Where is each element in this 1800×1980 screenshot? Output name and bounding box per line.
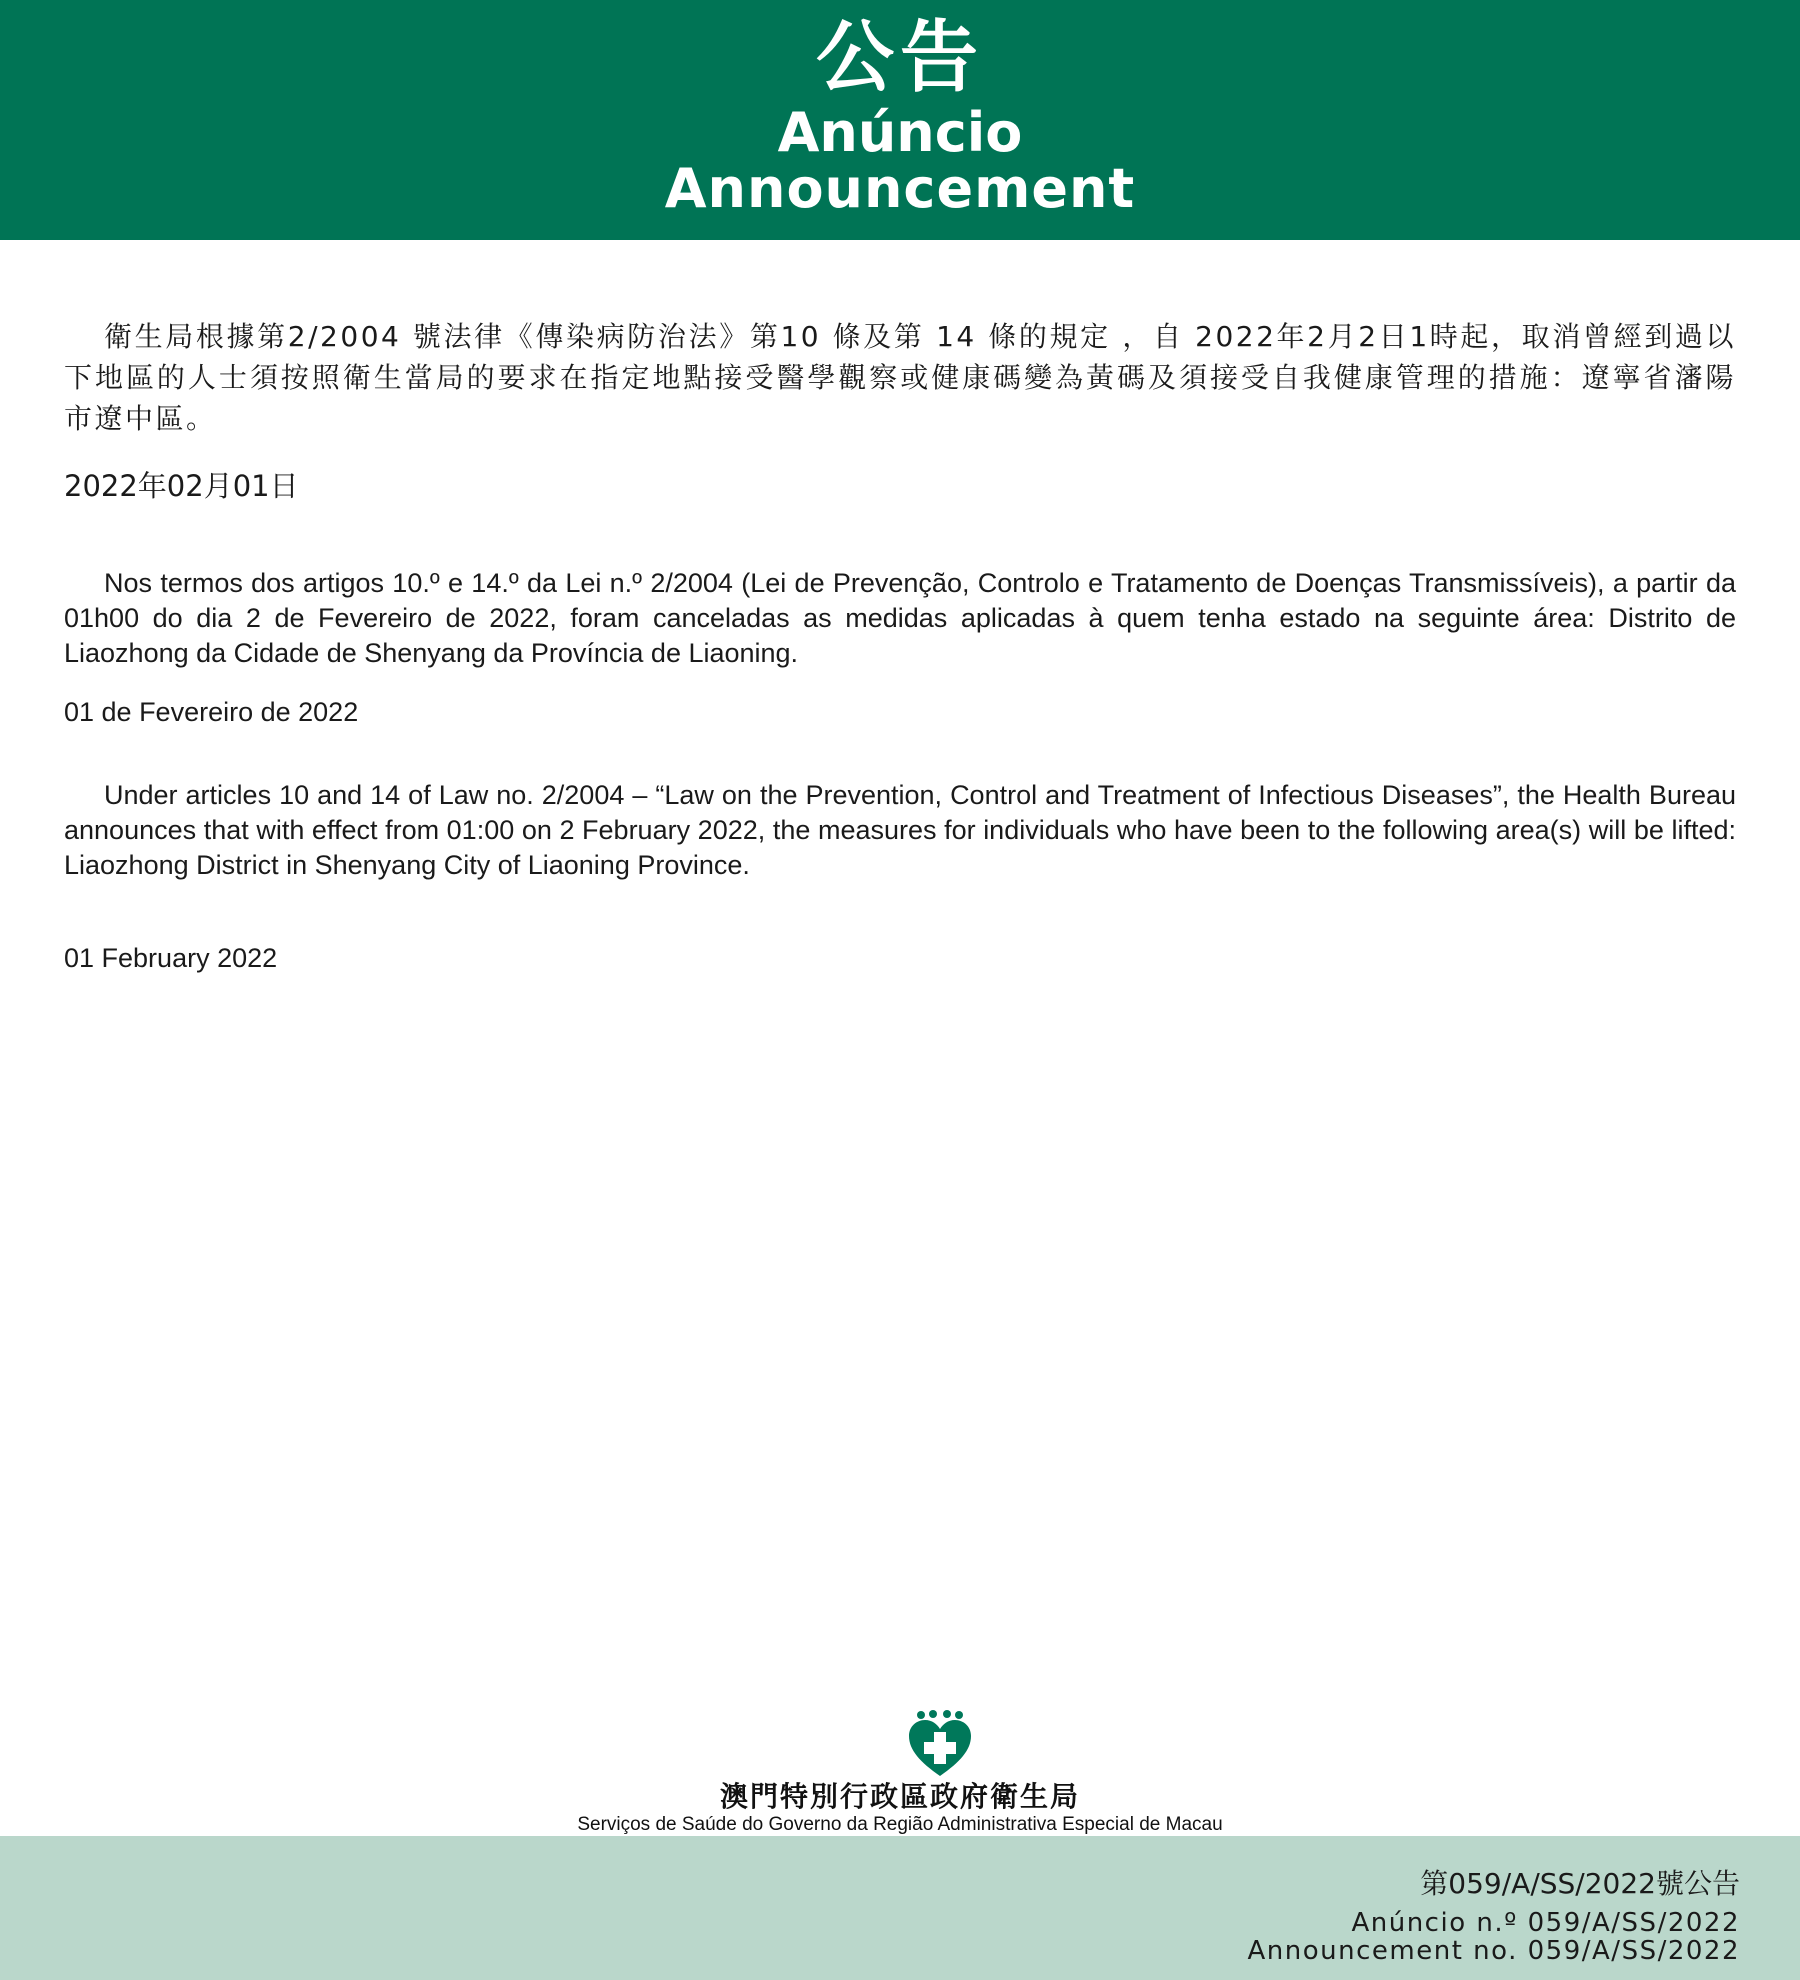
organization-name-portuguese: Serviços de Saúde do Governo da Região Administrativa Especial de Macau <box>577 1814 1223 1835</box>
header-banner <box>0 0 1800 240</box>
health-bureau-logo <box>0 1710 1800 1836</box>
title-chinese: 公告 <box>815 13 984 103</box>
title-english: Announcement <box>664 157 1136 220</box>
organization-name-chinese: 澳門特別行政區政府衛生局 <box>719 1780 1080 1813</box>
reference-number-english: Announcement no. 059/A/SS/2022 <box>1247 1936 1740 1966</box>
title-portuguese: Anúncio <box>777 101 1023 164</box>
portuguese-date: 01 de Fevereiro de 2022 <box>64 697 359 727</box>
heart-cross-people-icon <box>906 1710 974 1778</box>
footer-band <box>0 1836 1800 1980</box>
chinese-date: 2022年02月01日 <box>64 469 299 503</box>
english-paragraph: Under articles 10 and 14 of Law no. 2/2004 – “Law on the Prevention, Control and Treatment of Infectious Diseases”, the Health Bureau announces that with effect from 01:00 on 2 February 2022, the measures for individuals who have been to the following area(s) will be lifted: Liaozhong District in Shenyang City of Liaoning Province. <box>64 780 1736 880</box>
reference-number-portuguese: Anúncio n.º 059/A/SS/2022 <box>1351 1908 1740 1938</box>
portuguese-paragraph: Nos termos dos artigos 10.º e 14.º da Lei n.º 2/2004 (Lei de Prevenção, Controlo e Tratamento de Doenças Transmissíveis), a partir da 01h00 do dia 2 de Fevereiro de 2022, foram canceladas as medidas aplicadas à quem tenha estado na seguinte área: Distrito de Liaozhong da Cidade de Shenyang da Província de Liaoning. <box>64 568 1736 668</box>
english-date: 01 February 2022 <box>64 943 278 973</box>
chinese-paragraph: 衛生局根據第2/2004 號法律《傳染病防治法》第10 條及第 14 條的規定 ，自 2022年2月2日1時起，取消曾經到過以下地區的人士須按照衛生當局的要求在指定地點接受醫學觀察或健康碼變為黃碼及須接受自我健康管理的措施：遼寧省瀋陽市遼中區。 <box>64 320 1736 435</box>
reference-number-chinese: 第059/A/SS/2022號公告 <box>1420 1867 1740 1900</box>
